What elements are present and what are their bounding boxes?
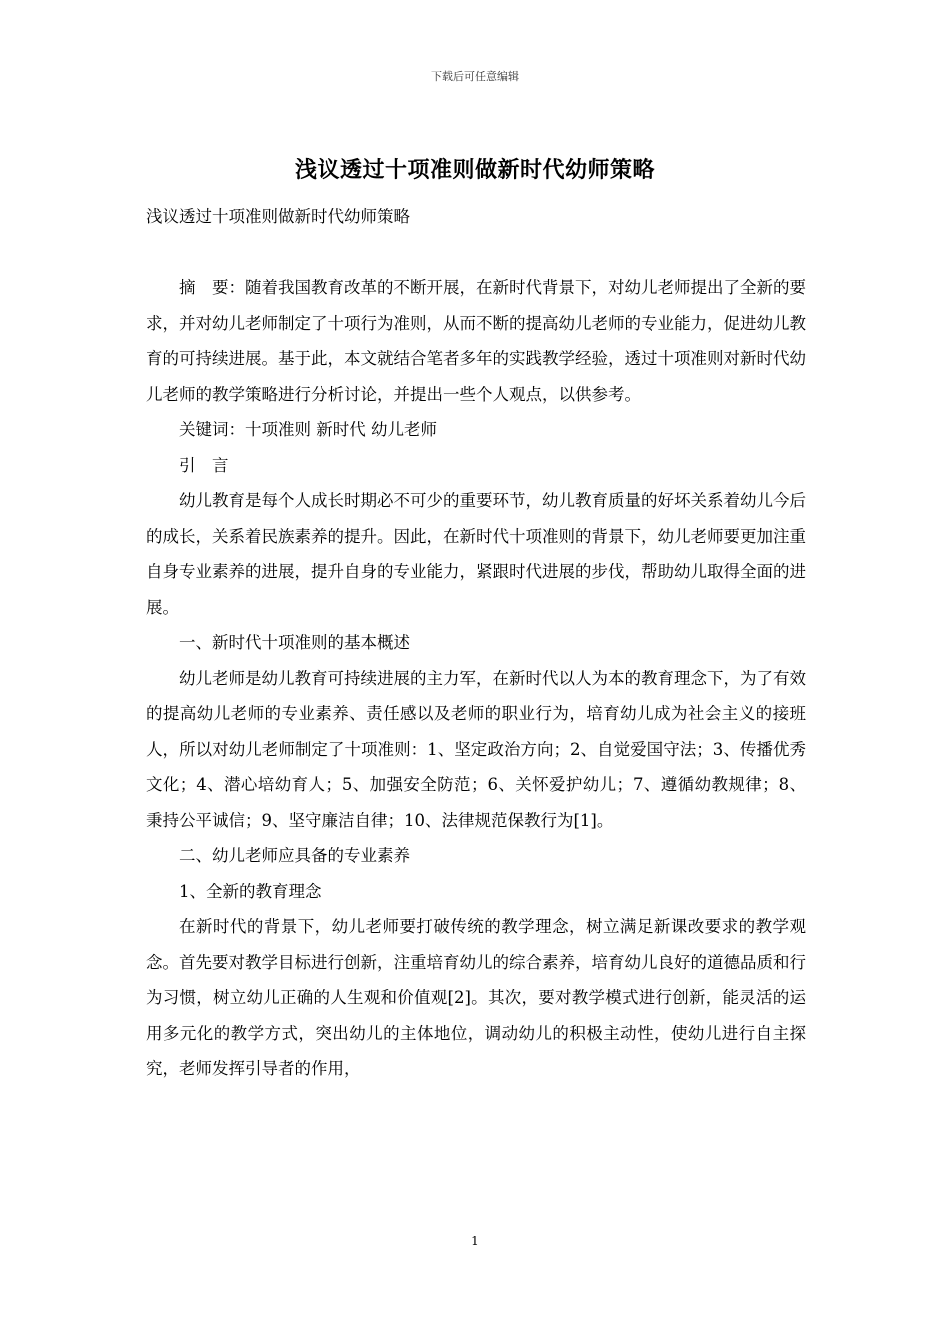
- keywords-line: 关键词：十项准则 新时代 幼儿老师: [179, 420, 437, 439]
- abstract-paragraph: 摘 要：随着我国教育改革的不断开展，在新时代背景下，对幼儿老师提出了全新的要求，并对幼儿老师制定了十项行为准则，从而不断的提高幼儿老师的专业能力，促进幼儿教育的可持续进展。基于此，本文就结合笔者多年的实践教学经验，透过十项准则对新时代幼儿老师的教学策略进行分析讨论，并提出一些个人观点，以供参考。: [146, 278, 806, 404]
- page-number: 1: [471, 1234, 479, 1248]
- document-subtitle: 浅议透过十项准则做新时代幼师策略: [146, 207, 410, 226]
- document-body: [146, 270, 806, 1087]
- body-paragraph: 幼儿老师是幼儿教育可持续进展的主力军，在新时代以人为本的教育理念下，为了有效的提高幼儿老师的专业素养、责任感以及老师的职业行为，培育幼儿成为社会主义的接班人，所以对幼儿老师制定了十项准则：1、坚定政治方向；2、自觉爱国守法；3、传播优秀文化；4、潜心培幼育人；5、加强安全防范；6、关怀爱护幼儿；7、遵循幼教规律；8、秉持公平诚信；9、坚守廉洁自律；10、法律规范保教行为[1]。: [146, 668, 806, 830]
- body-paragraph: 幼儿教育是每个人成长时期必不可少的重要环节，幼儿教育质量的好坏关系着幼儿今后的成长，关系着民族素养的提升。因此，在新时代十项准则的背景下，幼儿老师要更加注重自身专业素养的进展，提升自身的专业能力，紧跟时代进展的步伐，帮助幼儿取得全面的进展。: [146, 491, 806, 617]
- header-note: 下载后可任意编辑: [431, 70, 519, 83]
- section-heading-2: 二、幼儿老师应具备的专业素养: [179, 846, 410, 865]
- section-heading-introduction: 引 言: [179, 455, 229, 475]
- subsection-heading-2-1: 1、全新的教育理念: [179, 881, 322, 901]
- document-title: 浅议透过十项准则做新时代幼师策略: [294, 158, 655, 183]
- section-heading-1: 一、新时代十项准则的基本概述: [179, 633, 410, 652]
- body-paragraph: 在新时代的背景下，幼儿老师要打破传统的教学理念，树立满足新课改要求的教学观念。首先要对教学目标进行创新，注重培育幼儿的综合素养，培育幼儿良好的道德品质和行为习惯，树立幼儿正确的人生观和价值观[2]。其次，要对教学模式进行创新，能灵活的运用多元化的教学方式，突出幼儿的主体地位，调动幼儿的积极主动性，使幼儿进行自主探究，老师发挥引导者的作用，: [146, 917, 806, 1078]
